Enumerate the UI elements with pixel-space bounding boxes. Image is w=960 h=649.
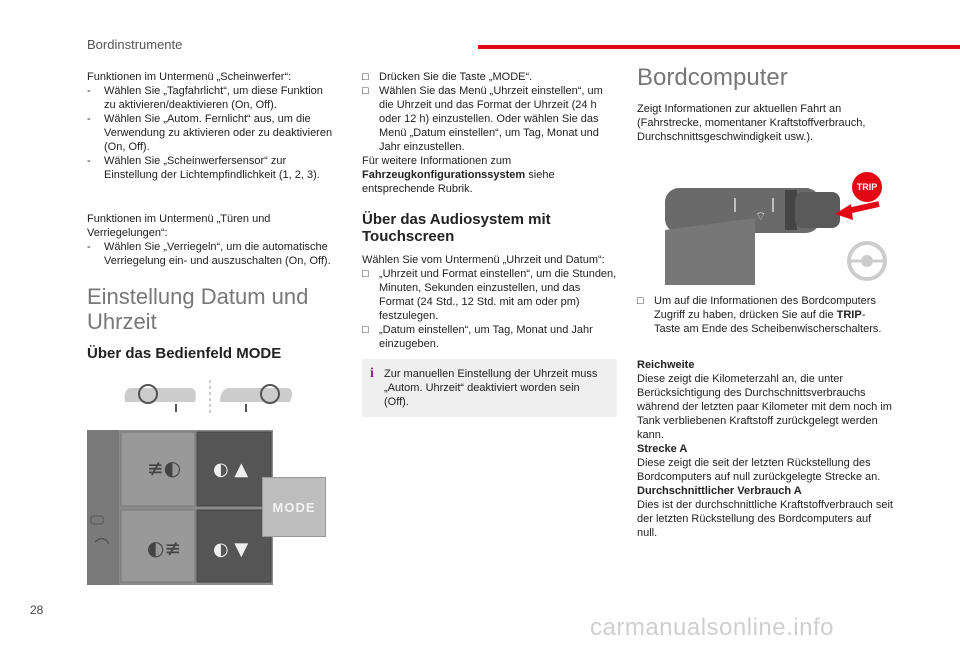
list-item: - Wählen Sie „Scheinwerfersensor“ zur Einstellung der Lichtempfindlichkeit (1, 2, 3). [87,155,320,181]
list-item: □ Um auf die Informationen des Bordcomputers Zugriff zu haben, drücken Sie auf die TRIP-Taste am Ende des Scheibenwischerschalters. [637,295,882,335]
list-item: □ „Uhrzeit und Format einstellen“, um die Stunden, Minuten, Sekunden einzustellen, und das Format (24 Std., 12 Std. mit am oder pm) festzulegen. [362,268,617,322]
list-item: □ Drücken Sie die Taste „MODE“. [362,71,533,83]
avg-heading: Durchschnittlicher Verbrauch A [637,485,802,497]
info-note: i Zur manuellen Einstellung der Uhrzeit muss „Autom. Uhrzeit“ deaktiviert worden sein (Off). [362,359,617,417]
more-info-text: Für weitere Informationen zum Fahrzeugkonfigurationssystem siehe entsprechende Rubrik. [362,155,555,195]
audio-intro: Wählen Sie vom Untermenü „Uhrzeit und Datum“: [362,254,605,266]
bordcomputer-title: Bordcomputer [637,64,788,91]
mode-button[interactable]: MODE [262,477,326,537]
svg-text:◐ ▲: ◐ ▲ [213,459,249,480]
trip-step-block [637,294,887,336]
checkbox-icon: □ [362,85,369,97]
info-icon: i [370,366,374,381]
date-time-title: Einstellung Datum und Uhrzeit [87,284,309,334]
svg-text:◐ ▼: ◐ ▼ [213,539,249,560]
page-number: 28 [30,603,44,617]
doors-menu-block [87,212,337,268]
trip-a-heading: Strecke A [637,443,688,455]
trip-a-text: Diese zeigt die seit der letzten Rückstellung des Bordcomputers auf null zurückgelegte Strecke an. [637,457,881,483]
section-accent-bar [478,45,960,49]
checkbox-icon: □ [362,71,369,83]
steering-position-illustration [120,378,300,418]
mode-steps-block [362,70,617,196]
svg-text:⌔: ⌔ [755,209,767,223]
range-text: Diese zeigt die Kilometerzahl an, die unter Berücksichtigung des Durchschnittsverbrauchs während der letzten paar Kilometer mit dem noch im Tank verbliebenen Kraftstoff zurückgelegt werden kann. [637,373,892,441]
steering-wheel-icon [125,385,196,412]
list-item: - Wählen Sie „Verriegeln“, um die automatische Verriegelung ein- und auszuschalten (On, Off). [87,241,331,267]
avg-text: Dies ist der durchschnittliche Kraftstoffverbrauch seit der letzten Rückstellung des Bordcomputers auf null. [637,499,893,539]
headlight-menu-block [87,70,337,182]
list-item: □ Wählen Sie das Menü „Uhrzeit einstellen“, um die Uhrzeit und das Format der Uhrzeit (24 h oder 12 h) einzustellen. Oder wählen Sie das Menü „Datum einstellen“, um Tag, Monat und Jahr einzustellen. [362,85,603,153]
list-item: □ „Datum einstellen“, um Tag, Monat und Jahr einzugeben. [362,324,593,350]
checkbox-icon: □ [637,295,644,307]
headlight-menu-intro: Funktionen im Untermenü „Scheinwerfer“: [87,71,292,83]
bordcomputer-intro: Zeigt Informationen zur aktuellen Fahrt an (Fahrstrecke, momentaner Kraftstoffverbrauch, Durchschnittsgeschwindigkeit usw.). [637,103,866,143]
audio-block [362,253,617,351]
mode-panel-illustration [87,430,273,585]
range-heading: Reichweite [637,359,695,371]
checkbox-icon: □ [362,324,369,336]
list-item: - Wählen Sie „Autom. Fernlicht“ aus, um die Verwendung zu aktivieren oder zu deaktivieren (On, Off). [87,113,333,153]
list-item: - Wählen Sie „Tagfahrlicht“, um diese Funktion zu aktivieren/deaktivieren (On, Off). [87,85,323,111]
trip-definitions [637,358,893,540]
svg-text:◐≢: ◐≢ [147,536,182,560]
section-header: Bordinstrumente [87,37,183,52]
mode-panel-title: Über das Bedienfeld MODE [87,345,282,362]
steering-wheel-icon [846,240,888,282]
audio-title: Über das Audiosystem mit Touchscreen [362,211,551,245]
trip-badge: TRIP [852,172,882,202]
steering-wheel-icon [220,385,292,412]
watermark: carmanualsonline.info [590,614,834,641]
checkbox-icon: □ [362,268,369,280]
svg-text:≢◐: ≢◐ [147,456,182,480]
doors-menu-intro: Funktionen im Untermenü „Türen und Verriegelungen“: [87,213,271,239]
